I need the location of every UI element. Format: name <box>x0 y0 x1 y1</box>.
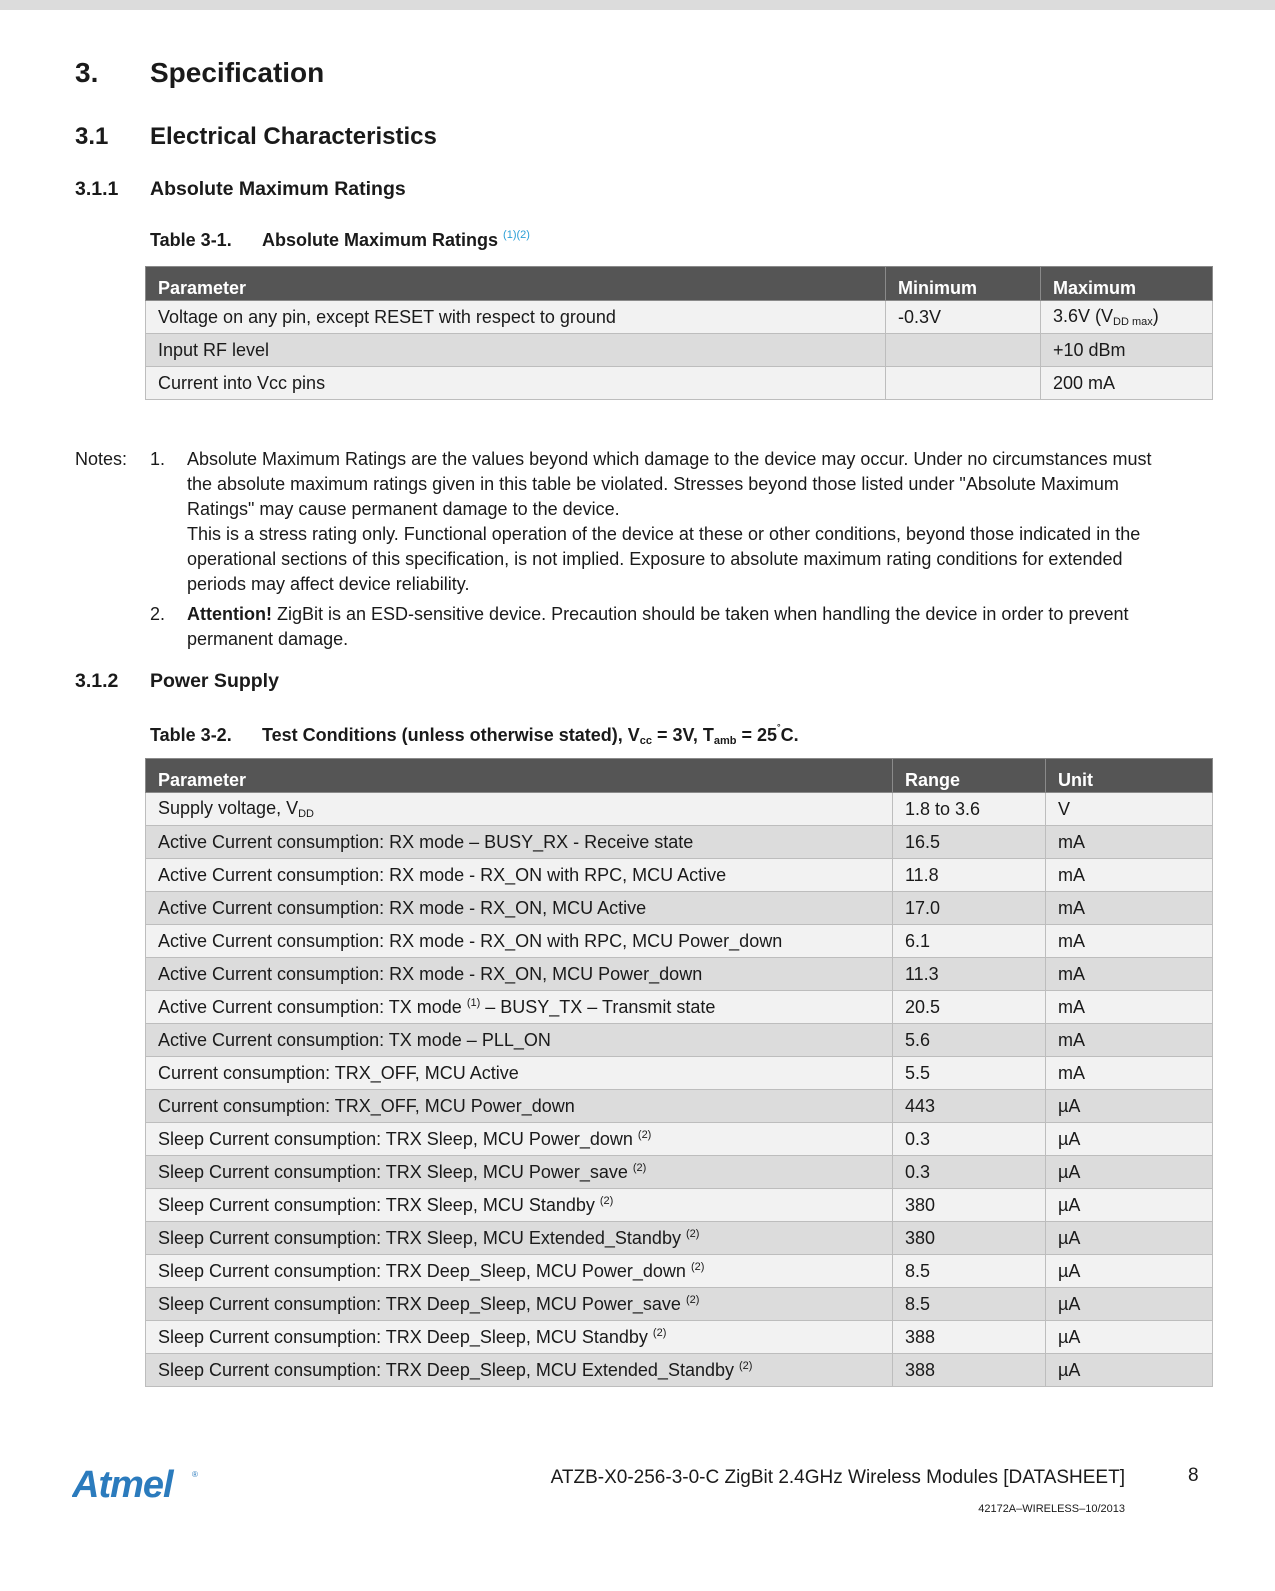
note-paragraph: Absolute Maximum Ratings are the values beyond which damage to the device may occur. Under no circumstances must the absolute maximum ratings given in this table be violated. Stresses beyond those listed under "Absolute Maximum Ratings" may cause permanent damage to the device. <box>187 449 1152 519</box>
table-row <box>146 1057 1213 1090</box>
unit-cell: mA <box>1046 892 1213 925</box>
caption-text: = 3V, T <box>651 725 714 745</box>
range-cell: 5.6 <box>893 1024 1046 1057</box>
note-item-1 <box>150 447 1195 597</box>
column-header: Parameter <box>146 267 886 301</box>
note-number: 2. <box>150 604 166 624</box>
parameter-cell <box>146 1222 893 1255</box>
table-row <box>146 301 1213 334</box>
range-cell: 0.3 <box>893 1156 1046 1189</box>
table-caption-footnote-ref: (1)(2) <box>503 229 530 241</box>
table-row <box>146 1156 1213 1189</box>
footnote-ref: (2) <box>690 1260 705 1273</box>
maximum-cell <box>1041 367 1213 400</box>
parameter-cell <box>146 958 893 991</box>
parameter-cell <box>146 1288 893 1321</box>
table-row <box>146 1222 1213 1255</box>
unit-cell: mA <box>1046 991 1213 1024</box>
range-cell: 380 <box>893 1189 1046 1222</box>
caption-degree: ° <box>777 722 781 732</box>
range-cell: 380 <box>893 1222 1046 1255</box>
maximum-subscript: DD max <box>1113 316 1153 328</box>
parameter-cell: Input RF level <box>146 334 886 367</box>
atmel-logo <box>72 1465 200 1510</box>
range-cell: 17.0 <box>893 892 1046 925</box>
parameter-cell <box>146 925 893 958</box>
parameter-text: Sleep Current consumption: TRX Deep_Sleep, MCU Power_down <box>158 1260 691 1281</box>
table-caption-3-2 <box>150 722 799 747</box>
footnote-ref: (2) <box>632 1161 647 1174</box>
footnote-ref: (2) <box>599 1194 614 1207</box>
footnote-ref: (2) <box>739 1359 753 1372</box>
table-row <box>146 1321 1213 1354</box>
unit-cell: µA <box>1046 1123 1213 1156</box>
table-caption-3-1 <box>150 229 530 251</box>
parameter-text: Sleep Current consumption: TRX Deep_Sleep, MCU Power_save <box>158 1293 686 1314</box>
parameter-cell <box>146 793 893 826</box>
parameter-text: Sleep Current consumption: TRX Sleep, MCU Power_save <box>158 1161 633 1182</box>
column-header: Minimum <box>886 267 1041 301</box>
subsection-title: Electrical Characteristics <box>150 123 437 150</box>
absolute-max-ratings-table <box>145 266 1213 400</box>
table-caption-title: Absolute Maximum Ratings <box>262 230 499 250</box>
page-number: 8 <box>1188 1465 1199 1486</box>
range-cell: 388 <box>893 1354 1046 1387</box>
column-header: Parameter <box>146 759 893 793</box>
maximum-value: 3.6V (V <box>1053 306 1114 326</box>
parameter-cell <box>146 1354 893 1387</box>
parameter-cell: Voltage on any pin, except RESET with respect to ground <box>146 301 886 334</box>
top-border-bar <box>0 0 1275 10</box>
column-header: Maximum <box>1041 267 1213 301</box>
note-attention: Attention! <box>187 604 272 624</box>
note-paragraph: This is a stress rating only. Functional operation of the device at these or other conditions, beyond those indicated in the operational sections of this specification, is not implied. Exposure to absolute maximum rating conditions for extended periods may affect device reliability. <box>187 524 1141 594</box>
range-cell: 388 <box>893 1321 1046 1354</box>
table-row <box>146 859 1213 892</box>
parameter-text: Sleep Current consumption: TRX Deep_Sleep, MCU Extended_Standby <box>158 1359 739 1380</box>
note-number: 1. <box>150 449 166 469</box>
table-row <box>146 1090 1213 1123</box>
parameter-text: Current consumption: TRX_OFF, MCU Active <box>158 1062 519 1083</box>
footnote-ref: (2) <box>637 1128 652 1141</box>
range-cell: 11.3 <box>893 958 1046 991</box>
unit-cell: µA <box>1046 1156 1213 1189</box>
parameter-text: Active Current consumption: RX mode - RX_ON with RPC, MCU Active <box>158 864 727 885</box>
parameter-text: Sleep Current consumption: TRX Sleep, MCU Power_down <box>158 1128 638 1149</box>
table-row <box>146 958 1213 991</box>
range-cell: 6.1 <box>893 925 1046 958</box>
table-row <box>146 991 1213 1024</box>
parameter-text: Active Current consumption: RX mode - RX_ON, MCU Active <box>158 897 647 918</box>
unit-cell: µA <box>1046 1255 1213 1288</box>
unit-cell: V <box>1046 793 1213 826</box>
range-cell: 20.5 <box>893 991 1046 1024</box>
maximum-cell <box>1041 334 1213 367</box>
parameter-cell <box>146 1024 893 1057</box>
unit-cell: µA <box>1046 1222 1213 1255</box>
atmel-logo-text: Atmel <box>72 1465 173 1505</box>
minimum-cell: -0.3V <box>886 301 1041 334</box>
range-cell: 8.5 <box>893 1288 1046 1321</box>
table-row <box>146 793 1213 826</box>
column-header: Unit <box>1046 759 1213 793</box>
range-cell: 11.8 <box>893 859 1046 892</box>
parameter-text: Active Current consumption: RX mode - RX_ON, MCU Power_down <box>158 963 703 984</box>
minimum-cell <box>886 334 1041 367</box>
maximum-value: +10 dBm <box>1053 339 1126 360</box>
caption-subscript: amb <box>713 735 737 747</box>
parameter-text: Active Current consumption: RX mode - RX_ON with RPC, MCU Power_down <box>158 930 783 951</box>
parameter-cell <box>146 1321 893 1354</box>
note-paragraph <box>187 602 1177 652</box>
range-cell: 1.8 to 3.6 <box>893 793 1046 826</box>
range-cell: 5.5 <box>893 1057 1046 1090</box>
power-supply-table <box>145 758 1213 1387</box>
subsubsection-title: Power Supply <box>150 670 279 692</box>
subsubsection-number: 3.1.1 <box>75 178 119 200</box>
note-text: ZigBit is an ESD-sensitive device. Precaution should be taken when handling the device in order to prevent permanent damage. <box>187 604 1129 649</box>
table-row <box>146 1123 1213 1156</box>
parameter-cell: Current into Vcc pins <box>146 367 886 400</box>
parameter-cell <box>146 1255 893 1288</box>
range-cell: 0.3 <box>893 1123 1046 1156</box>
table-row <box>146 1255 1213 1288</box>
unit-cell: µA <box>1046 1288 1213 1321</box>
table-row <box>146 1354 1213 1387</box>
parameter-text: Active Current consumption: TX mode – PLL_ON <box>158 1029 551 1050</box>
table-row <box>146 826 1213 859</box>
table-row <box>146 1288 1213 1321</box>
footnote-ref: (1) <box>466 996 481 1009</box>
parameter-cell <box>146 1189 893 1222</box>
maximum-cell <box>1041 301 1213 334</box>
unit-cell: mA <box>1046 1057 1213 1090</box>
range-cell: 16.5 <box>893 826 1046 859</box>
footnote-ref: (2) <box>652 1326 667 1339</box>
parameter-cell <box>146 1156 893 1189</box>
parameter-cell <box>146 991 893 1024</box>
subsubsection-number: 3.1.2 <box>75 670 119 692</box>
parameter-cell <box>146 826 893 859</box>
parameter-cell <box>146 1090 893 1123</box>
section-number: 3. <box>75 57 99 88</box>
column-header: Range <box>893 759 1046 793</box>
table-row <box>146 334 1213 367</box>
parameter-text: Supply voltage, V <box>158 798 299 818</box>
subsubsection-title: Absolute Maximum Ratings <box>150 178 406 200</box>
note-item-2 <box>150 602 1195 652</box>
maximum-suffix: ) <box>1152 306 1159 326</box>
unit-cell: mA <box>1046 826 1213 859</box>
footnote-ref: (2) <box>685 1227 700 1240</box>
parameter-text: Sleep Current consumption: TRX Sleep, MCU Extended_Standby <box>158 1227 686 1248</box>
unit-cell: mA <box>1046 859 1213 892</box>
parameter-cell <box>146 892 893 925</box>
parameter-text: Active Current consumption: TX mode <box>158 996 467 1017</box>
caption-text: Test Conditions (unless otherwise stated), V <box>262 725 640 745</box>
footnote-ref: (2) <box>685 1293 700 1306</box>
parameter-subscript: DD <box>298 808 314 820</box>
minimum-cell <box>886 367 1041 400</box>
table-caption-number: Table 3-1. <box>150 230 232 250</box>
parameter-cell <box>146 1057 893 1090</box>
unit-cell: µA <box>1046 1189 1213 1222</box>
table-row <box>146 1189 1213 1222</box>
parameter-cell <box>146 859 893 892</box>
parameter-text: Sleep Current consumption: TRX Deep_Sleep, MCU Standby <box>158 1326 653 1347</box>
table-row <box>146 367 1213 400</box>
table-row <box>146 925 1213 958</box>
table-header-row <box>146 759 1213 793</box>
table-row <box>146 892 1213 925</box>
subsection-number: 3.1 <box>75 123 109 150</box>
unit-cell: mA <box>1046 1024 1213 1057</box>
caption-text: C. <box>780 725 799 745</box>
footer-document-title: ATZB-X0-256-3-0-C ZigBit 2.4GHz Wireless Modules [DATASHEET] <box>550 1467 1125 1488</box>
caption-subscript: cc <box>639 735 652 747</box>
section-title: Specification <box>150 57 325 88</box>
table-caption-number: Table 3-2. <box>150 725 232 745</box>
parameter-text: Active Current consumption: RX mode – BUSY_RX - Receive state <box>158 831 694 852</box>
table-header-row <box>146 267 1213 301</box>
caption-text: = 25 <box>736 725 778 745</box>
unit-cell: mA <box>1046 958 1213 991</box>
notes-label: Notes: <box>75 449 128 469</box>
unit-cell: µA <box>1046 1354 1213 1387</box>
table-row <box>146 1024 1213 1057</box>
unit-cell: µA <box>1046 1090 1213 1123</box>
parameter-text: – BUSY_TX – Transmit state <box>480 996 716 1017</box>
range-cell: 8.5 <box>893 1255 1046 1288</box>
range-cell: 443 <box>893 1090 1046 1123</box>
maximum-value: 200 mA <box>1053 372 1116 393</box>
parameter-text: Sleep Current consumption: TRX Sleep, MCU Standby <box>158 1194 600 1215</box>
unit-cell: µA <box>1046 1321 1213 1354</box>
footer-document-id: 42172A–WIRELESS–10/2013 <box>978 1503 1125 1515</box>
parameter-cell <box>146 1123 893 1156</box>
parameter-text: Current consumption: TRX_OFF, MCU Power_down <box>158 1095 575 1116</box>
svg-text:®: ® <box>192 1470 198 1479</box>
unit-cell: mA <box>1046 925 1213 958</box>
